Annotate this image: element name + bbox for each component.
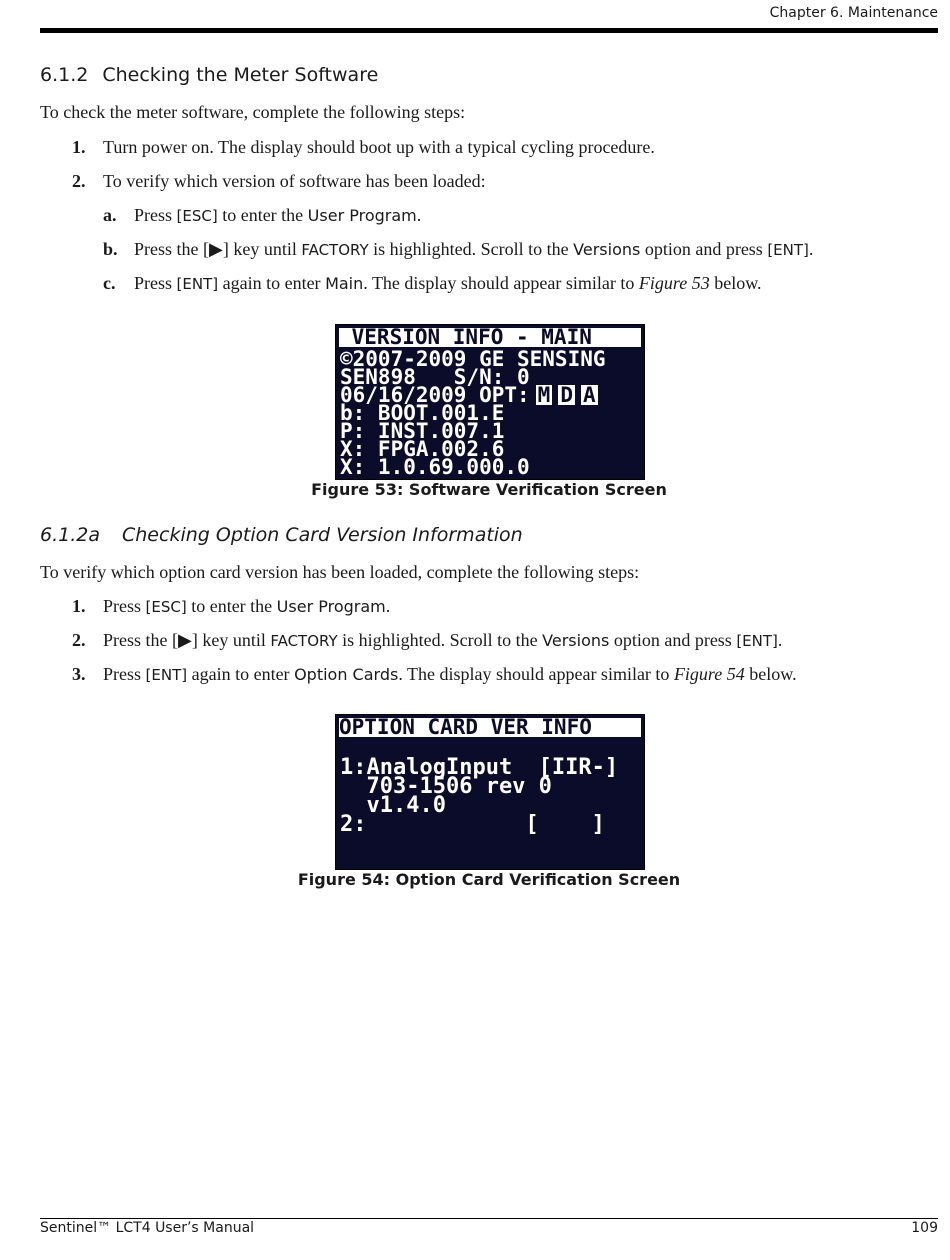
step-text: is highlighted. Scroll to the [368, 239, 574, 259]
step-marker: 1. [72, 596, 86, 616]
menu-versions: Versions [573, 240, 641, 259]
step-text: again to enter [187, 664, 295, 684]
step-text: to enter the [217, 205, 308, 225]
opt-box: D [560, 383, 573, 407]
menu-factory: FACTORY [301, 241, 369, 259]
step-text: . [416, 205, 422, 225]
step-text: . [808, 239, 814, 259]
key-ent: [ENT] [736, 632, 778, 650]
lcd-line: 703-1506 rev 0 [340, 774, 552, 799]
step-2b [103, 239, 813, 260]
lcd-line: v1.4.0 [340, 793, 446, 818]
lcd-line: P: INST.007.1 [340, 419, 505, 443]
step-text: . The display should appear similar to [398, 664, 674, 684]
step-text: to enter the [186, 596, 277, 616]
step-text: . The display should appear similar to [363, 273, 639, 293]
subsection-title: Checking Option Card Version Information [122, 524, 523, 546]
figure-53-caption: Figure 53: Software Verification Screen [311, 480, 667, 499]
step-marker: c. [103, 273, 116, 293]
step-text: . [777, 630, 783, 650]
lcd-screen-version-info [335, 324, 645, 480]
step-text: Press [134, 273, 177, 293]
subsection-intro: To verify which option card version has been loaded, complete the following steps: [40, 562, 640, 582]
footer-rule [40, 1218, 938, 1219]
lcd-line: ©2007-2009 GE SENSING [340, 347, 606, 371]
step-2a [103, 205, 421, 226]
lcd-line: 1:AnalogInput [IIR-] [340, 755, 619, 780]
header-rule [40, 28, 938, 33]
key-esc: [ESC] [145, 598, 187, 616]
step-text: is highlighted. Scroll to the [337, 630, 543, 650]
lcd-line: 06/16/2009 OPT: [340, 383, 530, 407]
subsection-number: 6.1.2a [40, 524, 100, 546]
step-text: again to enter [218, 273, 326, 293]
section-number: 6.1.2 [40, 64, 89, 86]
chapter-header: Chapter 6. Maintenance [769, 5, 938, 21]
key-esc: [ESC] [176, 207, 218, 225]
lcd-line: 2: [ ] [340, 812, 605, 837]
menu-factory: FACTORY [270, 632, 338, 650]
step-marker: 2. [72, 171, 86, 191]
section-title: Checking the Meter Software [102, 64, 379, 86]
option-step-1 [72, 596, 390, 617]
lcd-title-bar: VERSION INFO - MAIN [339, 328, 641, 347]
opt-box: A [582, 383, 596, 407]
figure-reference: Figure 54 [673, 664, 745, 684]
step-text: . [385, 596, 391, 616]
section-heading [40, 64, 378, 86]
step-text: Press the [▶] key until [103, 630, 271, 650]
step-text: Press [103, 596, 146, 616]
lcd-line: X: 1.0.69.000.0 [340, 455, 530, 479]
step-marker: 1. [72, 137, 86, 157]
step-text: option and press [609, 630, 737, 650]
option-step-2 [72, 630, 782, 651]
menu-user-program: User Program [307, 206, 417, 225]
lcd-line: b: BOOT.001.E [340, 401, 505, 425]
step-1 [72, 137, 655, 158]
step-text: below. [709, 273, 762, 293]
page-number: 109 [911, 1220, 938, 1236]
step-text: Turn power on. The display should boot up with a typical cycling procedure. [103, 137, 655, 157]
lcd-line: SEN898 S/N: 0 [340, 365, 530, 389]
footer-manual-title: Sentinel™ LCT4 User’s Manual [40, 1220, 255, 1236]
step-text: option and press [640, 239, 768, 259]
key-ent: [ENT] [176, 275, 219, 293]
subsection-heading [40, 524, 523, 546]
menu-option-cards: Option Cards [294, 665, 399, 684]
lcd-line: X: FPGA.002.6 [340, 437, 505, 461]
step-2 [72, 171, 486, 192]
section-intro: To check the meter software, complete the following steps: [40, 102, 466, 122]
figure-reference: Figure 53 [638, 273, 710, 293]
figure-54-caption: Figure 54: Option Card Verification Screen [297, 870, 681, 889]
step-2c [103, 273, 762, 294]
step-text: Press [103, 664, 146, 684]
key-ent: [ENT] [767, 241, 809, 259]
step-marker: a. [103, 205, 117, 225]
lcd-screen-option-card [335, 714, 645, 870]
option-step-3 [72, 664, 797, 685]
menu-versions: Versions [542, 631, 610, 650]
opt-box: M [537, 383, 551, 407]
step-text: below. [744, 664, 797, 684]
key-ent: [ENT] [145, 666, 188, 684]
menu-user-program: User Program [276, 597, 386, 616]
step-text: Press [134, 205, 177, 225]
lcd-title-bar: OPTION CARD VER INFO [339, 718, 641, 737]
step-marker: b. [103, 239, 118, 259]
step-text: To verify which version of software has been loaded: [103, 171, 486, 191]
menu-main: Main [325, 274, 364, 293]
step-text: Press the [▶] key until [134, 239, 302, 259]
step-marker: 3. [72, 664, 86, 684]
step-marker: 2. [72, 630, 86, 650]
